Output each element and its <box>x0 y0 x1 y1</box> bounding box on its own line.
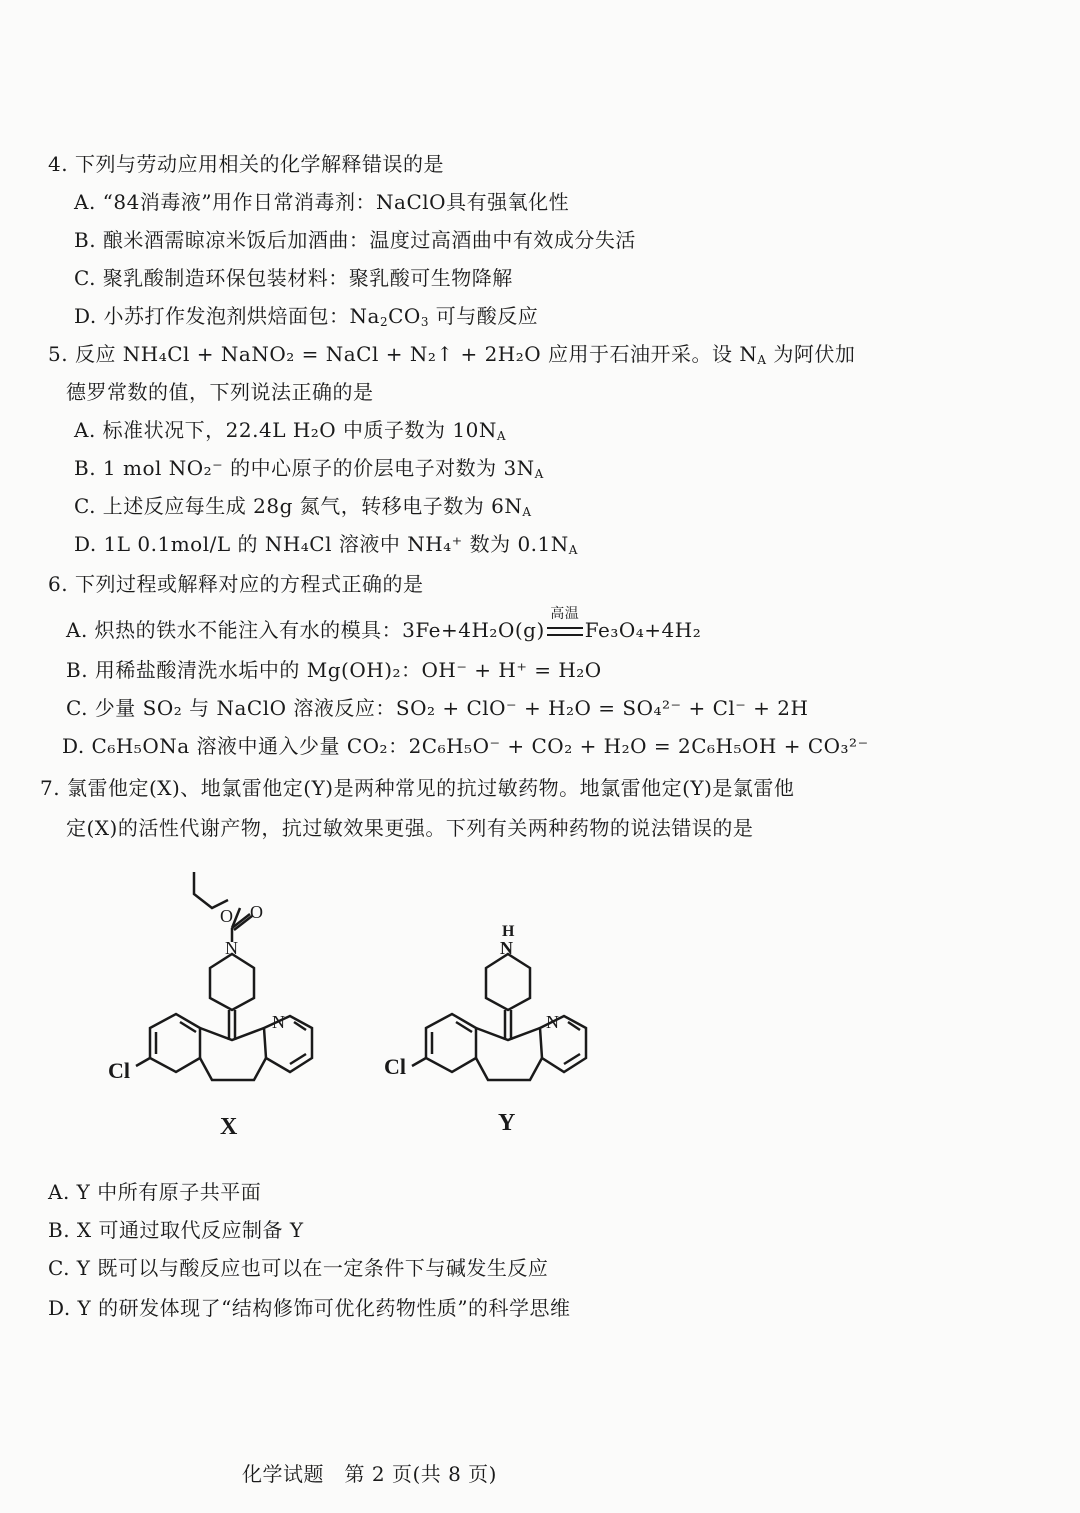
q7-option-c: C. Y 既可以与酸反应也可以在一定条件下与碱发生反应 <box>48 1256 549 1280</box>
q7-option-d: D. Y 的研发体现了“结构修饰可优化药物性质”的科学思维 <box>48 1296 571 1320</box>
benzene-ring-y <box>426 1014 476 1072</box>
q5-stem-line1: 5. 反应 NH₄Cl + NaNO₂ = NaCl + N₂↑ + 2H₂O 应用于石油开采。设 $N_A$ 为阿伏加 <box>48 342 856 367</box>
piperidine-ring-y <box>486 954 530 1010</box>
q4-stem: 4. 下列与劳动应用相关的化学解释错误的是 <box>48 152 444 176</box>
q4-option-c: C. 聚乳酸制造环保包装材料：聚乳酸可生物降解 <box>74 266 513 290</box>
atom-n-x-pip: N <box>225 938 238 958</box>
label-x: X <box>220 1114 238 1140</box>
q5-option-a: A. 标准状况下，22.4L H₂O 中质子数为 $10N_A$ <box>74 418 507 443</box>
q6-option-d: D. C₆H₅ONa 溶液中通入少量 CO₂：2C₆H₅O⁻ + CO₂ + H₂O = 2C₆H₅OH + CO₃²⁻ <box>62 734 869 758</box>
reaction-condition-arrow: 高温 <box>545 616 585 644</box>
atom-n-x-pyr: N <box>272 1012 285 1032</box>
atom-o-x2: O <box>250 902 263 922</box>
q4-option-a: A. “84消毒液”用作日常消毒剂：NaClO具有强氧化性 <box>74 190 570 214</box>
molecule-x <box>136 872 312 1080</box>
q6-stem: 6. 下列过程或解释对应的方程式正确的是 <box>48 572 424 596</box>
atom-n-y-pyr: N <box>546 1012 559 1032</box>
q6-option-a: A. 炽热的铁水不能注入有水的模具：3Fe+4H₂O(g) 高温 Fe₃O₄+4H₂ <box>66 606 702 642</box>
q7-option-b: B. X 可通过取代反应制备 Y <box>48 1218 304 1242</box>
atom-h-y: H <box>502 923 515 940</box>
benzene-ring-x <box>150 1014 200 1072</box>
molecule-structures-figure <box>0 850 1080 1150</box>
q5-stem-line2: 德罗常数的值，下列说法正确的是 <box>66 380 374 404</box>
atom-o-x1: O <box>220 906 233 926</box>
q5-option-d: D. 1L 0.1mol/L 的 NH₄Cl 溶液中 NH₄⁺ 数为 $0.1N_A$ <box>74 532 578 557</box>
q4-option-b: B. 酿米酒需晾凉米饭后加酒曲：温度过高酒曲中有效成分失活 <box>74 228 636 252</box>
label-y: Y <box>498 1110 516 1136</box>
page-footer: 化学试题 第 2 页(共 8 页) <box>242 1462 497 1486</box>
atom-cl-y: Cl <box>384 1054 406 1079</box>
q7-stem-line1: 7. 氯雷他定(X)、地氯雷他定(Y)是两种常见的抗过敏药物。地氯雷他定(Y)是氯雷他 <box>40 776 795 800</box>
atom-n-y-pip: N <box>500 938 513 958</box>
ethyl-chain <box>194 872 228 908</box>
piperidine-ring-x <box>210 954 254 1010</box>
q7-stem-line2: 定(X)的活性代谢产物，抗过敏效果更强。下列有关两种药物的说法错误的是 <box>66 816 754 840</box>
q4-option-d: D. 小苏打作发泡剂烘焙面包：$Na_2CO_3$ 可与酸反应 <box>74 304 539 329</box>
q7-option-a: A. Y 中所有原子共平面 <box>48 1180 262 1204</box>
atom-cl-x: Cl <box>108 1058 130 1083</box>
q6-option-c: C. 少量 SO₂ 与 NaClO 溶液反应：SO₂ + ClO⁻ + H₂O = SO₄²⁻ + Cl⁻ + 2H <box>66 696 809 720</box>
q5-option-b: B. 1 mol NO₂⁻ 的中心原子的价层电子对数为 $3N_A$ <box>74 456 544 481</box>
q6-option-b: B. 用稀盐酸清洗水垢中的 Mg(OH)₂：OH⁻ + H⁺ = H₂O <box>66 658 602 682</box>
q5-option-c: C. 上述反应每生成 28g 氮气，转移电子数为 $6N_A$ <box>74 494 532 519</box>
molecule-y <box>412 954 586 1080</box>
